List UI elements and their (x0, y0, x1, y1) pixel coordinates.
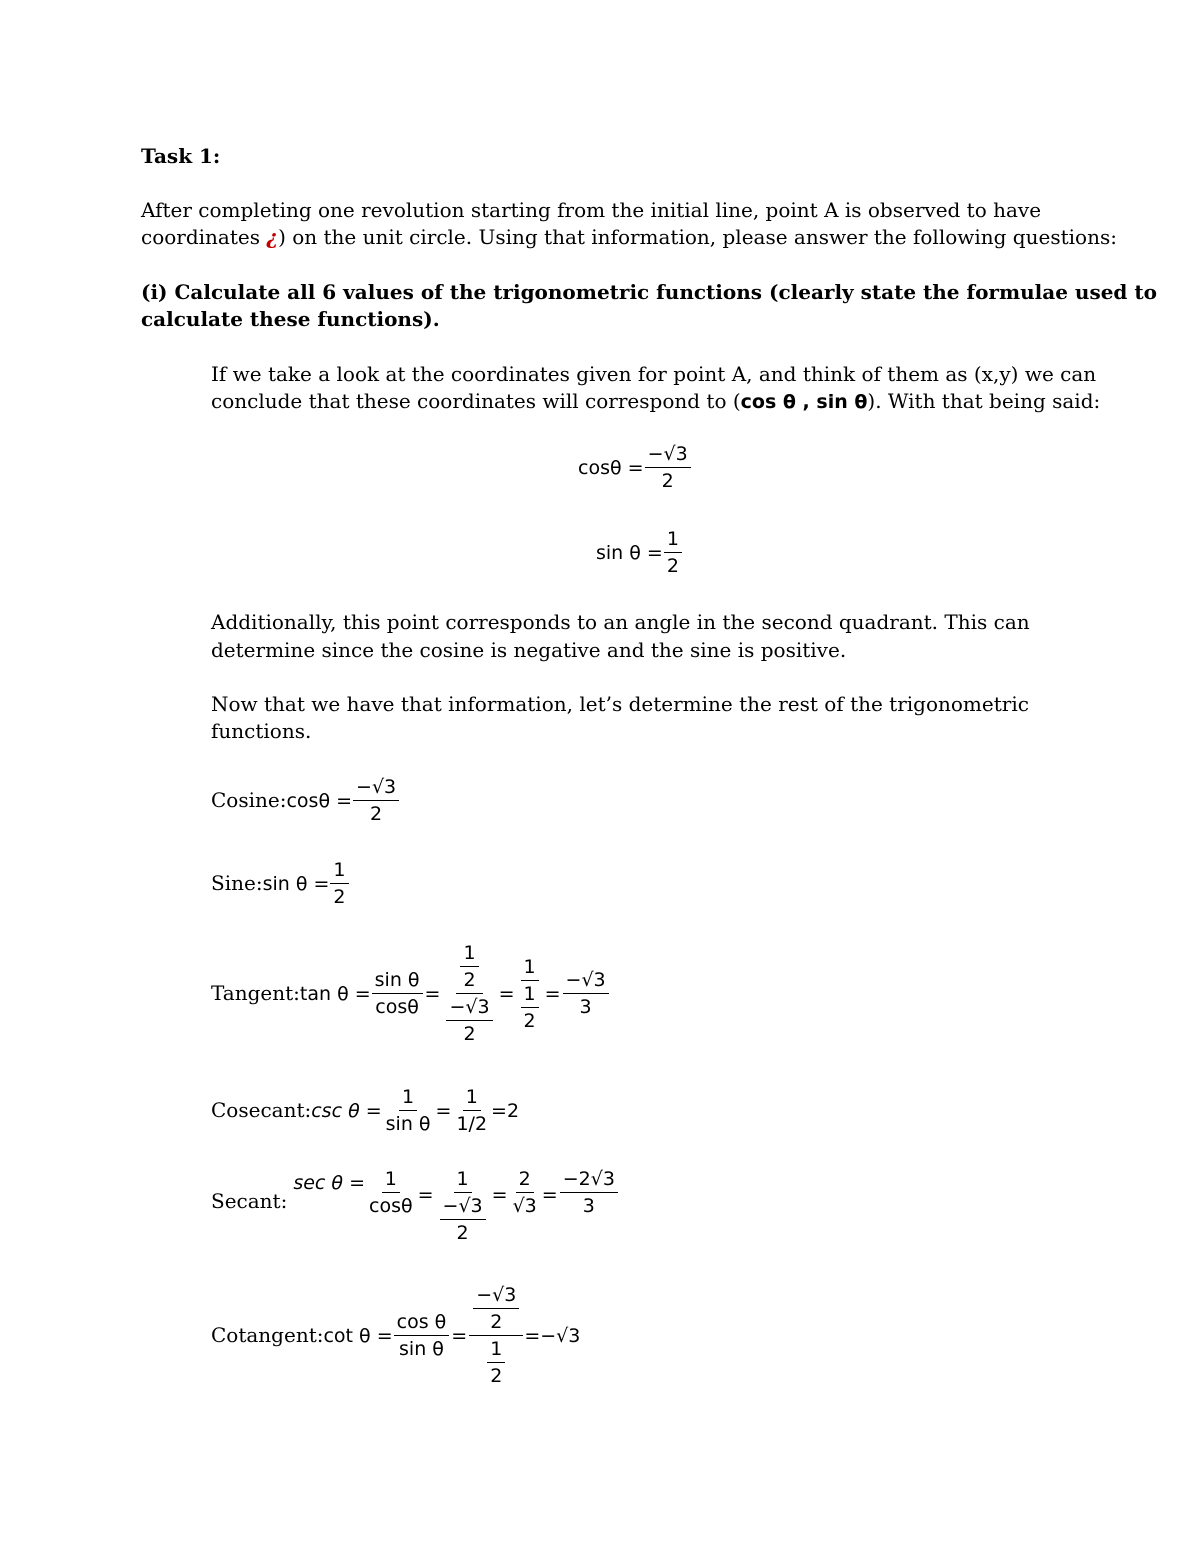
tangent-fraction-2 (442, 942, 496, 1045)
cotangent-f1-den: sin θ (399, 1338, 444, 1360)
tangent-f1-num: sin θ (372, 969, 423, 994)
sine-label: Sine: (211, 871, 263, 895)
secant-fraction-4 (560, 1168, 618, 1217)
secant-f2-den-frac (440, 1195, 486, 1244)
cos-denominator: 2 (661, 470, 674, 492)
cotangent-label: Cotangent: (211, 1323, 324, 1347)
cosine-denominator: 2 (370, 803, 383, 825)
cotangent-fraction-2 (469, 1284, 523, 1387)
tangent-f2-num-den: 2 (463, 969, 476, 991)
para1-line-1: If we take a look at the coordinates given for point A, and think of them as (x,y) we can (211, 362, 1097, 386)
tangent-f4-num: −√3 (563, 969, 609, 994)
tangent-label: Tangent: (211, 981, 300, 1005)
para2-line-1: Additionally, this point corresponds to an angle in the second quadrant. This can (211, 610, 1030, 634)
sine-denominator: 2 (333, 886, 346, 908)
question-line-2: calculate these functions). (141, 307, 440, 331)
equals-sign: = (417, 1184, 434, 1206)
para2-line-2: determine since the cosine is negative and the sine is positive. (211, 638, 847, 662)
sine-fraction (330, 859, 348, 908)
secant-f4-den: 3 (582, 1195, 595, 1217)
cotangent-f1-num: cos θ (394, 1311, 450, 1336)
tangent-f4-den: 3 (579, 996, 592, 1018)
tangent-f3-den (517, 981, 543, 1032)
cotangent-f2-den-num: 1 (487, 1338, 505, 1363)
secant-fraction-1 (366, 1168, 416, 1217)
tangent-f2-den-frac (446, 996, 492, 1045)
tangent-fraction-4 (563, 969, 609, 1018)
secant-f1-num: 1 (382, 1168, 400, 1193)
sine-row (211, 859, 350, 908)
tangent-fraction-3 (517, 956, 543, 1032)
tangent-fraction-1 (372, 969, 423, 1018)
task-title: Task 1: (141, 144, 221, 168)
cosine-label: Cosine: (211, 788, 287, 812)
cos-fraction (645, 443, 691, 492)
cotangent-f2-den-frac (487, 1338, 505, 1387)
cosine-row (211, 776, 400, 825)
cos-lhs: cosθ = (578, 456, 644, 479)
intro-line-2-post: ) on the unit circle. Using that information, please answer the following questions: (278, 225, 1117, 249)
tangent-f2-num-num: 1 (460, 942, 478, 967)
sin-numerator: 1 (664, 528, 682, 553)
tangent-f3-den-den: 2 (523, 1009, 536, 1032)
equals-sign: = (424, 982, 441, 1005)
cotangent-f2-num-frac (473, 1284, 519, 1333)
secant-f2-num: 1 (454, 1168, 472, 1193)
cosecant-lhs: csc θ = (311, 1099, 382, 1122)
center-sin-equation (596, 528, 683, 577)
tangent-f3-den-frac (521, 983, 539, 1032)
cotangent-lhs: cot θ = (323, 1324, 393, 1347)
tangent-f2-num (456, 942, 482, 994)
tangent-f1-den: cosθ (375, 996, 419, 1018)
cotangent-f2-den (483, 1336, 509, 1387)
tangent-lhs: tan θ = (299, 982, 371, 1005)
tangent-f3-den-num: 1 (521, 983, 539, 1008)
secant-f2-den-den: 2 (456, 1222, 469, 1244)
para3-line-2: functions. (211, 719, 312, 743)
tangent-f2-den-num: −√3 (446, 996, 492, 1021)
para3-line-1: Now that we have that information, let’s determine the rest of the trigonometric (211, 692, 1029, 716)
tangent-f3-num: 1 (521, 956, 539, 981)
equals-sign: = (541, 1184, 558, 1206)
cosecant-f2-den: 1/2 (456, 1113, 488, 1135)
cosecant-fraction-2 (453, 1086, 490, 1135)
secant-f4-num: −2√3 (560, 1168, 618, 1193)
tangent-f2-den (442, 994, 496, 1045)
cotangent-f2-num (469, 1284, 523, 1336)
secant-f3-den: √3 (512, 1195, 537, 1217)
cos-sin-pair: cos θ , sin θ (740, 391, 868, 413)
tangent-f2-den-den: 2 (463, 1023, 476, 1045)
intro-line-1: After completing one revolution starting from the initial line, point A is observed to have (141, 198, 1042, 222)
cotangent-f2-num-den: 2 (490, 1311, 503, 1333)
question-line-1: (i) Calculate all 6 values of the trigonometric functions (clearly state the formulae used to (141, 280, 1157, 304)
cosine-lhs: cosθ = (286, 789, 353, 812)
secant-f1-den: cosθ (369, 1195, 413, 1217)
secant-fraction-3 (510, 1168, 540, 1217)
secant-lhs: sec θ = (293, 1172, 365, 1194)
sine-lhs: sin θ = (262, 872, 330, 895)
cosecant-f2-num: 1 (463, 1086, 481, 1111)
cotangent-f2-num-num: −√3 (473, 1284, 519, 1309)
para1-line-2-pre: conclude that these coordinates will correspond to ( (211, 389, 741, 413)
cosecant-f1-num: 1 (399, 1086, 417, 1111)
cosecant-f1-den: sin θ (385, 1113, 431, 1135)
para1-line-2 (211, 388, 1100, 416)
equals-sign: = (544, 982, 561, 1005)
cotangent-fraction-1 (394, 1311, 450, 1360)
cosecant-label: Cosecant: (211, 1098, 312, 1122)
equals-sign: = (491, 1184, 508, 1206)
secant-f2-den-num: −√3 (440, 1195, 486, 1220)
sin-lhs: sin θ = (596, 541, 663, 564)
secant-row (211, 1168, 619, 1244)
cosine-fraction (353, 776, 399, 825)
coordinate-glyph: ¿ (266, 225, 279, 249)
cosecant-result: =2 (491, 1099, 520, 1122)
intro-line-2 (141, 224, 1117, 251)
secant-f2-den (436, 1193, 490, 1244)
tangent-row (211, 942, 610, 1045)
cotangent-row (211, 1284, 580, 1387)
equals-sign: = (435, 1099, 452, 1122)
sin-denominator: 2 (666, 555, 679, 577)
sine-numerator: 1 (330, 859, 348, 884)
cotangent-result: =−√3 (524, 1324, 581, 1347)
para1-line-2-post: ). With that being said: (867, 389, 1101, 413)
equals-sign: = (451, 1324, 468, 1347)
cosecant-row (211, 1086, 519, 1135)
secant-f3-num: 2 (516, 1168, 534, 1193)
sin-fraction (664, 528, 682, 577)
tangent-f2-num-frac (460, 942, 478, 991)
cosecant-fraction-1 (383, 1086, 434, 1135)
equals-sign: = (498, 982, 515, 1005)
cos-numerator: −√3 (645, 443, 691, 468)
center-cos-equation (578, 443, 692, 492)
intro-line-2-pre: coordinates (141, 225, 267, 249)
cosine-numerator: −√3 (353, 776, 399, 801)
secant-fraction-2 (436, 1168, 490, 1244)
secant-label: Secant: (211, 1189, 288, 1213)
cotangent-f2-den-den: 2 (490, 1365, 503, 1387)
